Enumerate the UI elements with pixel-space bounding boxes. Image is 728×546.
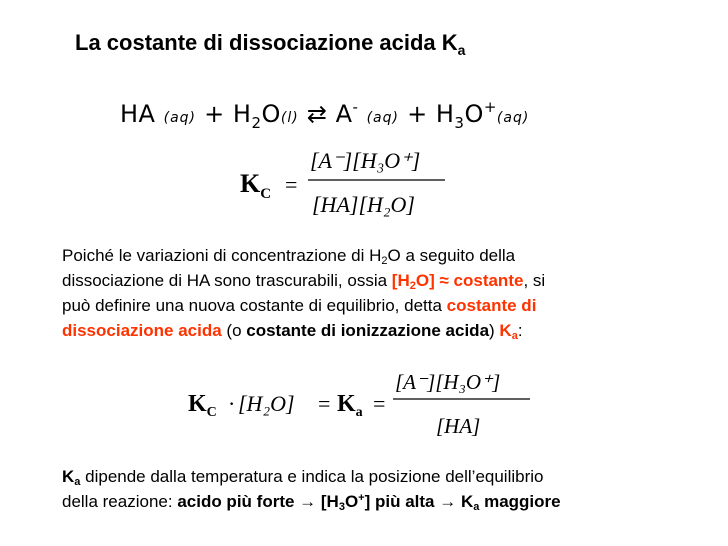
kc-denominator: [HA][H₂O] — [312, 192, 415, 217]
ka-equals-2: = — [373, 391, 386, 416]
ka-denominator: [HA] — [436, 414, 481, 438]
paragraph-ka-meaning: $K_a$ dipende dalla temperatura e indica la posizione dell’equilibrio della reazione: acido più forte → $[H_3O^+]$ più alta → $K_a$ maggiore — [62, 467, 561, 513]
ka-numerator: [A⁻][H₃O⁺] — [395, 370, 501, 394]
ka-kc-symbol: $K_C$ — [188, 391, 217, 420]
ka-equals-1: = — [318, 391, 331, 416]
kc-equals: = — [285, 172, 298, 197]
slide-title: La costante di dissociazione acida $K_a$ — [75, 30, 466, 58]
kc-symbol: $K_C$ — [240, 169, 272, 202]
kc-equation — [230, 140, 470, 230]
ka-equation — [180, 365, 550, 445]
reaction-equation: HA $(aq) + H_2O(l)$ ⇄ A- $(aq) + H_3O^+(aq)$ — [120, 98, 530, 132]
ka-h2o: [H₂O] — [238, 391, 295, 416]
ka-dot: · — [228, 391, 236, 416]
paragraph-definition: Poiché le variazioni di concentrazione di $H_2O$ a seguito della dissociazione di HA sono trascurabili, ossia $[H_2O]$ ≈ costante, si può definire una nuova costante di equilibrio, detta costante di dissociazione acida (o costante di ionizzazione acida) $K_a$: — [62, 246, 546, 342]
ka-symbol: $K_a$ — [337, 391, 363, 420]
kc-numerator: [A⁻][H₃O⁺] — [310, 148, 421, 173]
